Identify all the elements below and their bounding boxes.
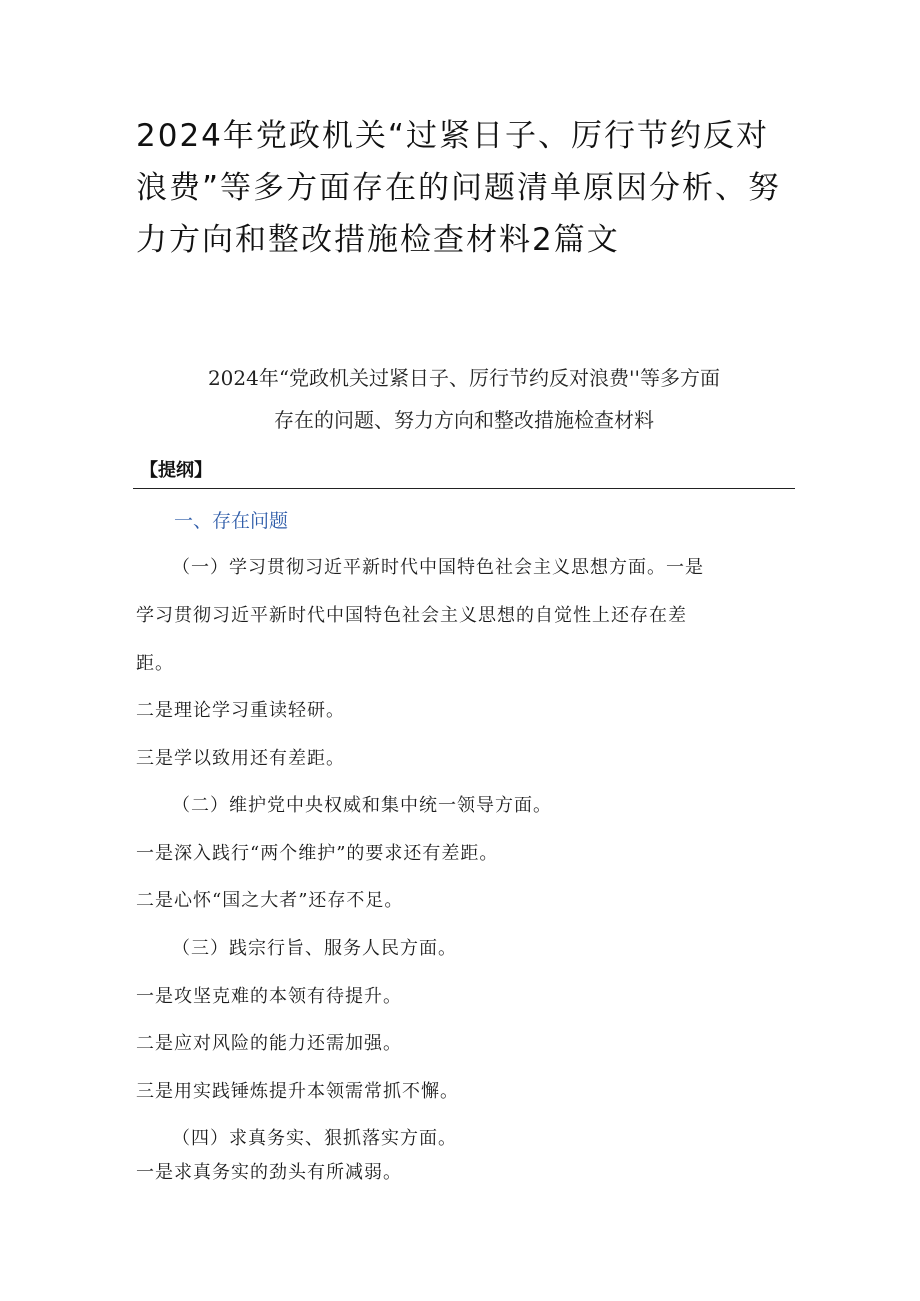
paragraph-line: 二是心怀“国之大者”还存不足。 bbox=[136, 890, 404, 911]
paragraph-line: 三是学以致用还有差距。 bbox=[136, 748, 345, 769]
paragraph-line: 距。 bbox=[136, 653, 174, 674]
paragraph-line: （四）求真务实、狠抓落实方面。 bbox=[172, 1128, 457, 1149]
document-title-line: 力方向和整改措施检查材料2篇文 bbox=[136, 222, 620, 258]
paragraph-line: （二）维护党中央权威和集中统一领导方面。 bbox=[172, 795, 552, 816]
section-heading: 一、存在问题 bbox=[174, 510, 289, 532]
paragraph-line: （三）践宗行旨、服务人民方面。 bbox=[172, 938, 457, 959]
paragraph-line: 一是求真务实的劲头有所减弱。 bbox=[136, 1162, 402, 1183]
document-title-line: 浪费”等多方面存在的问题清单原因分析、努 bbox=[136, 170, 782, 206]
paragraph-line: 一是深入践行“两个维护”的要求还有差距。 bbox=[136, 843, 499, 864]
document-subtitle-line: 2024年“党政机关过紧日子、厉行节约反对浪费''等多方面 bbox=[207, 366, 721, 390]
document-title bbox=[136, 110, 796, 266]
document-subtitle-line: 存在的问题、努力方向和整改措施检查材料 bbox=[274, 408, 654, 432]
paragraph-line: 三是用实践锤炼提升本领需常抓不懈。 bbox=[136, 1081, 459, 1102]
paragraph-line: 学习贯彻习近平新时代中国特色社会主义思想的自觉性上还存在差 bbox=[136, 605, 687, 626]
outline-label: 【提纲】 bbox=[140, 460, 212, 481]
paragraph-line: 二是应对风险的能力还需加强。 bbox=[136, 1033, 402, 1054]
document-subtitle bbox=[136, 357, 792, 441]
document-title-line: 2024年党政机关“过紧日子、厉行节约反对 bbox=[136, 118, 769, 154]
paragraph-line: 一是攻坚克难的本领有待提升。 bbox=[136, 986, 402, 1007]
paragraph-line: 二是理论学习重读轻研。 bbox=[136, 700, 345, 721]
paragraph-line: （一）学习贯彻习近平新时代中国特色社会主义思想方面。一是 bbox=[172, 557, 704, 578]
horizontal-divider bbox=[133, 488, 795, 489]
